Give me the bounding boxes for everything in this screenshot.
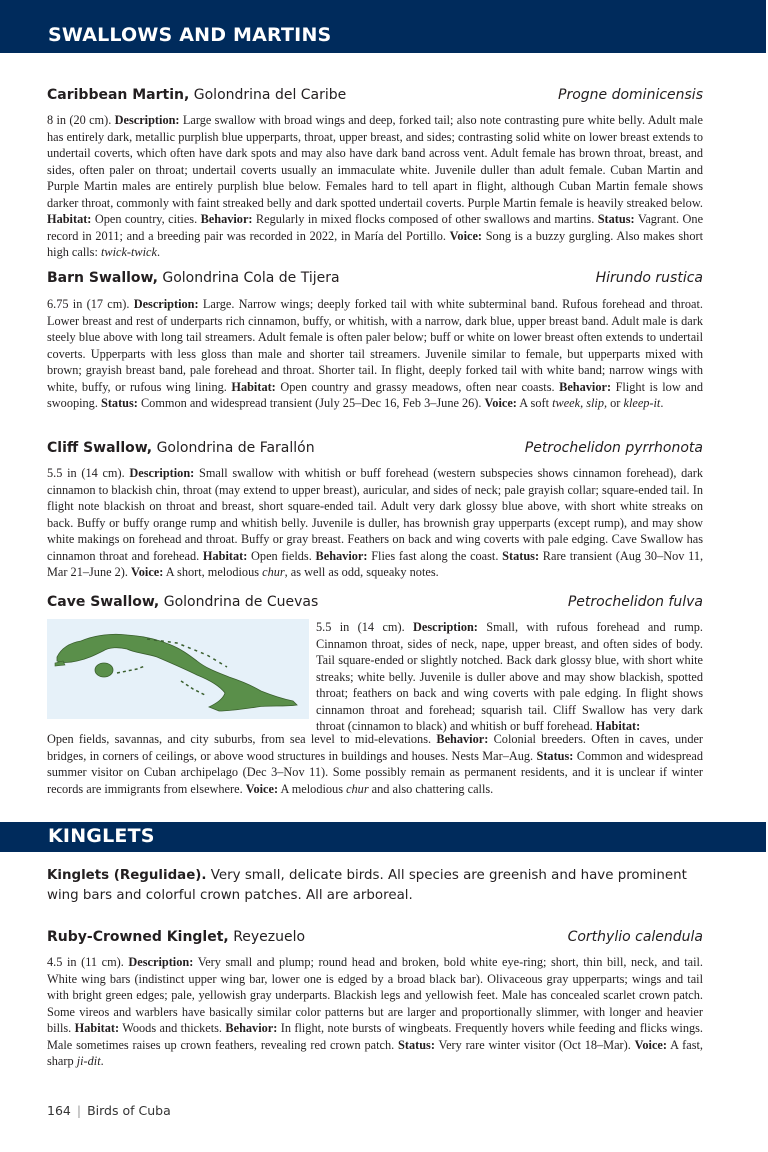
cuba-range-map-icon bbox=[47, 619, 309, 719]
book-title: Birds of Cuba bbox=[87, 1103, 171, 1118]
voice-call: chur bbox=[262, 565, 285, 579]
description: Very small and plump; round head and broken, bold white eye-ring; short, thin bill, neck, and tail. White wing bars (indistinct upper wing bar, lower one is edged by a broad black bar). Olivaceous gray upperparts; wings and tail with bright green edges; pale, yellowish gray underparts. Blackish legs and yellowish feet. Male has concealed scarlet crown patch. Some vireos and warblers have basically similar color patterns but are larger and proportionally slimmer, with longer and heavier bills. bbox=[47, 955, 704, 1035]
voice: A melodious bbox=[280, 781, 343, 796]
label: Description: bbox=[413, 620, 478, 634]
scientific-name: Petrochelidon fulva bbox=[567, 594, 703, 610]
label: Habitat: bbox=[595, 719, 641, 733]
label: Status: bbox=[100, 396, 138, 410]
label: Status: bbox=[597, 212, 635, 226]
status: Common and widespread transient (July 25–Dec 16, Feb 3–June 26). bbox=[140, 396, 482, 410]
scientific-name: Corthylio calendula bbox=[567, 929, 703, 945]
habitat: Open fields, savannas, and city suburbs, from sea level to mid-elevations. bbox=[47, 732, 432, 746]
common-name: Cave Swallow, bbox=[47, 594, 160, 610]
behavior: Flies fast along the coast. bbox=[371, 548, 499, 563]
habitat: Open fields. bbox=[251, 548, 312, 563]
scientific-name: Petrochelidon pyrrhonota bbox=[524, 440, 703, 456]
label: Behavior: bbox=[315, 548, 368, 563]
isla-de-la-juventud bbox=[95, 663, 113, 677]
voice-call: tweek, slip, bbox=[552, 396, 608, 410]
label: Voice: bbox=[131, 565, 164, 579]
spanish-name: Golondrina de Cuevas bbox=[163, 594, 319, 610]
size: 5.5 in (14 cm). bbox=[47, 466, 125, 480]
label: Voice: bbox=[449, 228, 482, 243]
species-heading bbox=[47, 270, 703, 286]
voice: or bbox=[610, 396, 621, 410]
label: Behavior: bbox=[559, 379, 612, 394]
label: Description: bbox=[128, 955, 194, 969]
species-heading bbox=[47, 594, 703, 610]
common-name: Ruby-Crowned Kinglet, bbox=[47, 929, 229, 945]
status: Very rare winter visitor (Oct 18–Mar). bbox=[438, 1037, 631, 1052]
section-title: KINGLETS bbox=[48, 825, 155, 847]
size: 6.75 in (17 cm). bbox=[47, 297, 130, 311]
page-footer bbox=[47, 1103, 171, 1118]
label: Description: bbox=[114, 113, 180, 127]
habitat: Open country and grassy meadows, often near coasts. bbox=[280, 379, 555, 394]
label: Status: bbox=[536, 748, 574, 763]
voice: A soft bbox=[519, 396, 550, 410]
voice: Song is a buzzy gurgling. Also makes short high calls: bbox=[47, 228, 703, 259]
cuba-map-svg bbox=[47, 619, 309, 719]
label: Status: bbox=[502, 548, 540, 563]
label: Voice: bbox=[245, 781, 279, 796]
label: Description: bbox=[129, 466, 195, 480]
scientific-name: Hirundo rustica bbox=[595, 270, 703, 286]
species-account bbox=[47, 954, 703, 1070]
scientific-name: Progne dominicensis bbox=[558, 87, 703, 103]
family-name: Kinglets (Regulidae). bbox=[47, 868, 207, 883]
label: Habitat: bbox=[231, 379, 276, 394]
cuba-mainland bbox=[57, 634, 297, 711]
jardines-de-la-reina bbox=[181, 681, 205, 695]
voice: A fast, sharp bbox=[47, 1037, 703, 1068]
footer-separator: | bbox=[76, 1103, 82, 1118]
section-title: SWALLOWS AND MARTINS bbox=[48, 24, 332, 46]
label: Behavior: bbox=[225, 1021, 278, 1035]
voice-call: kleep-it bbox=[623, 396, 661, 410]
label: Behavior: bbox=[200, 212, 253, 226]
page-number: 164 bbox=[47, 1103, 71, 1118]
description: Large. Narrow wings; deeply forked tail with white subterminal band. Rufous forehead and throat. Lower breast and rest of underparts rich cinnamon, buffy, or whitish, with a narrow, dark blue, upper breast band. Adult male is dark steely blue above with long tail streamers. Adult female is often paler below; buff or white on lower breast often extends to undertail coverts. Upperparts with less gloss than male and shorter tail streamers. Juvenile similar to female, but upperparts mixed with brown; grayish breast band, pale forehead and throat. Shorter tail. In flight, deeply forked tail with white band; narrow wings with white, buffy, or rufous wing lining. bbox=[47, 297, 703, 394]
common-name: Barn Swallow, bbox=[47, 270, 158, 286]
species-account bbox=[316, 619, 703, 735]
species-heading bbox=[47, 929, 703, 945]
status: Common and widespread summer visitor on Cuban archipelago (Dec 3–Nov 11). Some possibly remain as permanent residents, and it is unclear if winter records are immigrants from elsewhere. bbox=[47, 748, 703, 796]
common-name: Cliff Swallow, bbox=[47, 440, 153, 456]
size: 4.5 in (11 cm). bbox=[47, 955, 124, 969]
spanish-name: Golondrina del Caribe bbox=[193, 87, 347, 103]
common-name: Caribbean Martin, bbox=[47, 87, 190, 103]
habitat: Open country, cities. bbox=[94, 212, 198, 226]
voice: A short, melodious bbox=[165, 565, 260, 579]
voice-end: . bbox=[660, 396, 664, 410]
spanish-name: Reyezuelo bbox=[233, 929, 306, 945]
behavior: Flight is low and swooping. bbox=[47, 379, 704, 410]
size: 8 in (20 cm). bbox=[47, 113, 112, 127]
voice-call: ji-dit bbox=[76, 1054, 101, 1068]
label: Habitat: bbox=[47, 212, 92, 226]
behavior: In flight, note bursts of wingbeats. Frequently hovers while feeding and flicks wings. Male sometimes raises up crown feathers, revealing red crown patch. bbox=[47, 1021, 704, 1052]
family-intro bbox=[47, 866, 697, 906]
size: 5.5 in (14 cm). bbox=[316, 620, 405, 634]
description: Large swallow with broad wings and deep, forked tail; also note contrasting pure white belly. Adult male has entirely dark, metallic purplish blue upperparts, throat, upper breast, and sides; contrasting solid white on lower breast extends to undertail coverts, which often have dark spots and may also have dark band across vent. Adult female has brown throat, breast, and sides, often paler on throat; undertail coverts usually an immaculate white. Juvenile duller than adult female. Cuban Martin and Purple Martin males are entirely purplish blue below. Females hard to tell apart in flight, although Cuban Martin female shows darker throat, commonly with faint streaked belly and dark spotted undertail coverts. Purple Martin female is heavily streaked below. bbox=[47, 113, 703, 210]
label: Voice: bbox=[484, 396, 517, 410]
description: Small swallow with whitish or buff forehead (western subspecies shows cinnamon forehead), dark cinnamon to blackish chin, throat (may extend to upper breast), auricular, and sides of neck; pale grayish collar; square-ended tail. In flight note blackish on throat and breast, short square-ended tail. Adult very dark glossy blue above, with short white streaks on back. Buffy or buffy orange rump and whitish belly. Juvenile is duller, has brownish gray upperparts (except rump), and may show white makings on forehead and throat. Buffy or gray breast. Feathers on back and wing coverts with pale edging. Cave Swallow has cinnamon throat and forehead. bbox=[47, 466, 703, 563]
behavior: Regularly in mixed flocks composed of other swallows and martins. bbox=[255, 212, 595, 226]
cuba-western-tip bbox=[55, 661, 65, 666]
label: Status: bbox=[398, 1037, 435, 1052]
label: Behavior: bbox=[436, 732, 489, 746]
voice-end: and also chattering calls. bbox=[368, 781, 494, 796]
voice-call: chur bbox=[346, 781, 369, 796]
status: Rare transient (Aug 30–Nov 11, Mar 21–June 2). bbox=[47, 548, 704, 579]
canarreos-cays bbox=[117, 666, 145, 673]
species-account-continued bbox=[47, 731, 703, 797]
label: Habitat: bbox=[74, 1021, 120, 1035]
family-description: Very small, delicate birds. All species are greenish and have prominent wing bars and colorful crown patches. All are arboreal. bbox=[47, 868, 687, 903]
status: Vagrant. One record in 2011; and a breeding pair was recorded in 2022, in María del Portillo. bbox=[47, 212, 704, 243]
voice-end: . bbox=[100, 1054, 104, 1068]
habitat: Woods and thickets. bbox=[122, 1021, 222, 1035]
spanish-name: Golondrina Cola de Tijera bbox=[162, 270, 340, 286]
spanish-name: Golondrina de Farallón bbox=[156, 440, 315, 456]
species-heading bbox=[47, 440, 703, 456]
label: Voice: bbox=[634, 1037, 667, 1052]
section-header-swallows bbox=[0, 0, 766, 53]
label: Description: bbox=[133, 297, 199, 311]
species-account bbox=[47, 296, 703, 412]
behavior: Colonial breeders. Often in caves, under bridges, in corners of ceilings, or above wood structures in buildings and houses. Nests Mar–Aug. bbox=[47, 732, 704, 763]
species-account bbox=[47, 465, 703, 581]
voice-end: , as well as odd, squeaky notes. bbox=[284, 565, 439, 579]
voice-call: twick-twick bbox=[100, 245, 157, 259]
section-header-kinglets bbox=[0, 822, 766, 852]
voice-end: . bbox=[156, 245, 161, 259]
label: Habitat: bbox=[202, 548, 248, 563]
description: Small, with rufous forehead and rump. Cinnamon throat, sides of neck, nape, upper breast, and often sides of body. Tail square-ended or slightly notched. Back dark glossy blue, with short white streaks; white belly. Juvenile is duller above and may show blackish, spotted throat; feathers on back and wing coverts with pale edging. In flight shows cinnamon throat and forehead; squarish tail. Cliff Swallow has very dark throat (cinnamon to black) and whitish or buff forehead. bbox=[316, 620, 703, 733]
species-heading bbox=[47, 87, 703, 103]
species-account bbox=[47, 112, 703, 261]
